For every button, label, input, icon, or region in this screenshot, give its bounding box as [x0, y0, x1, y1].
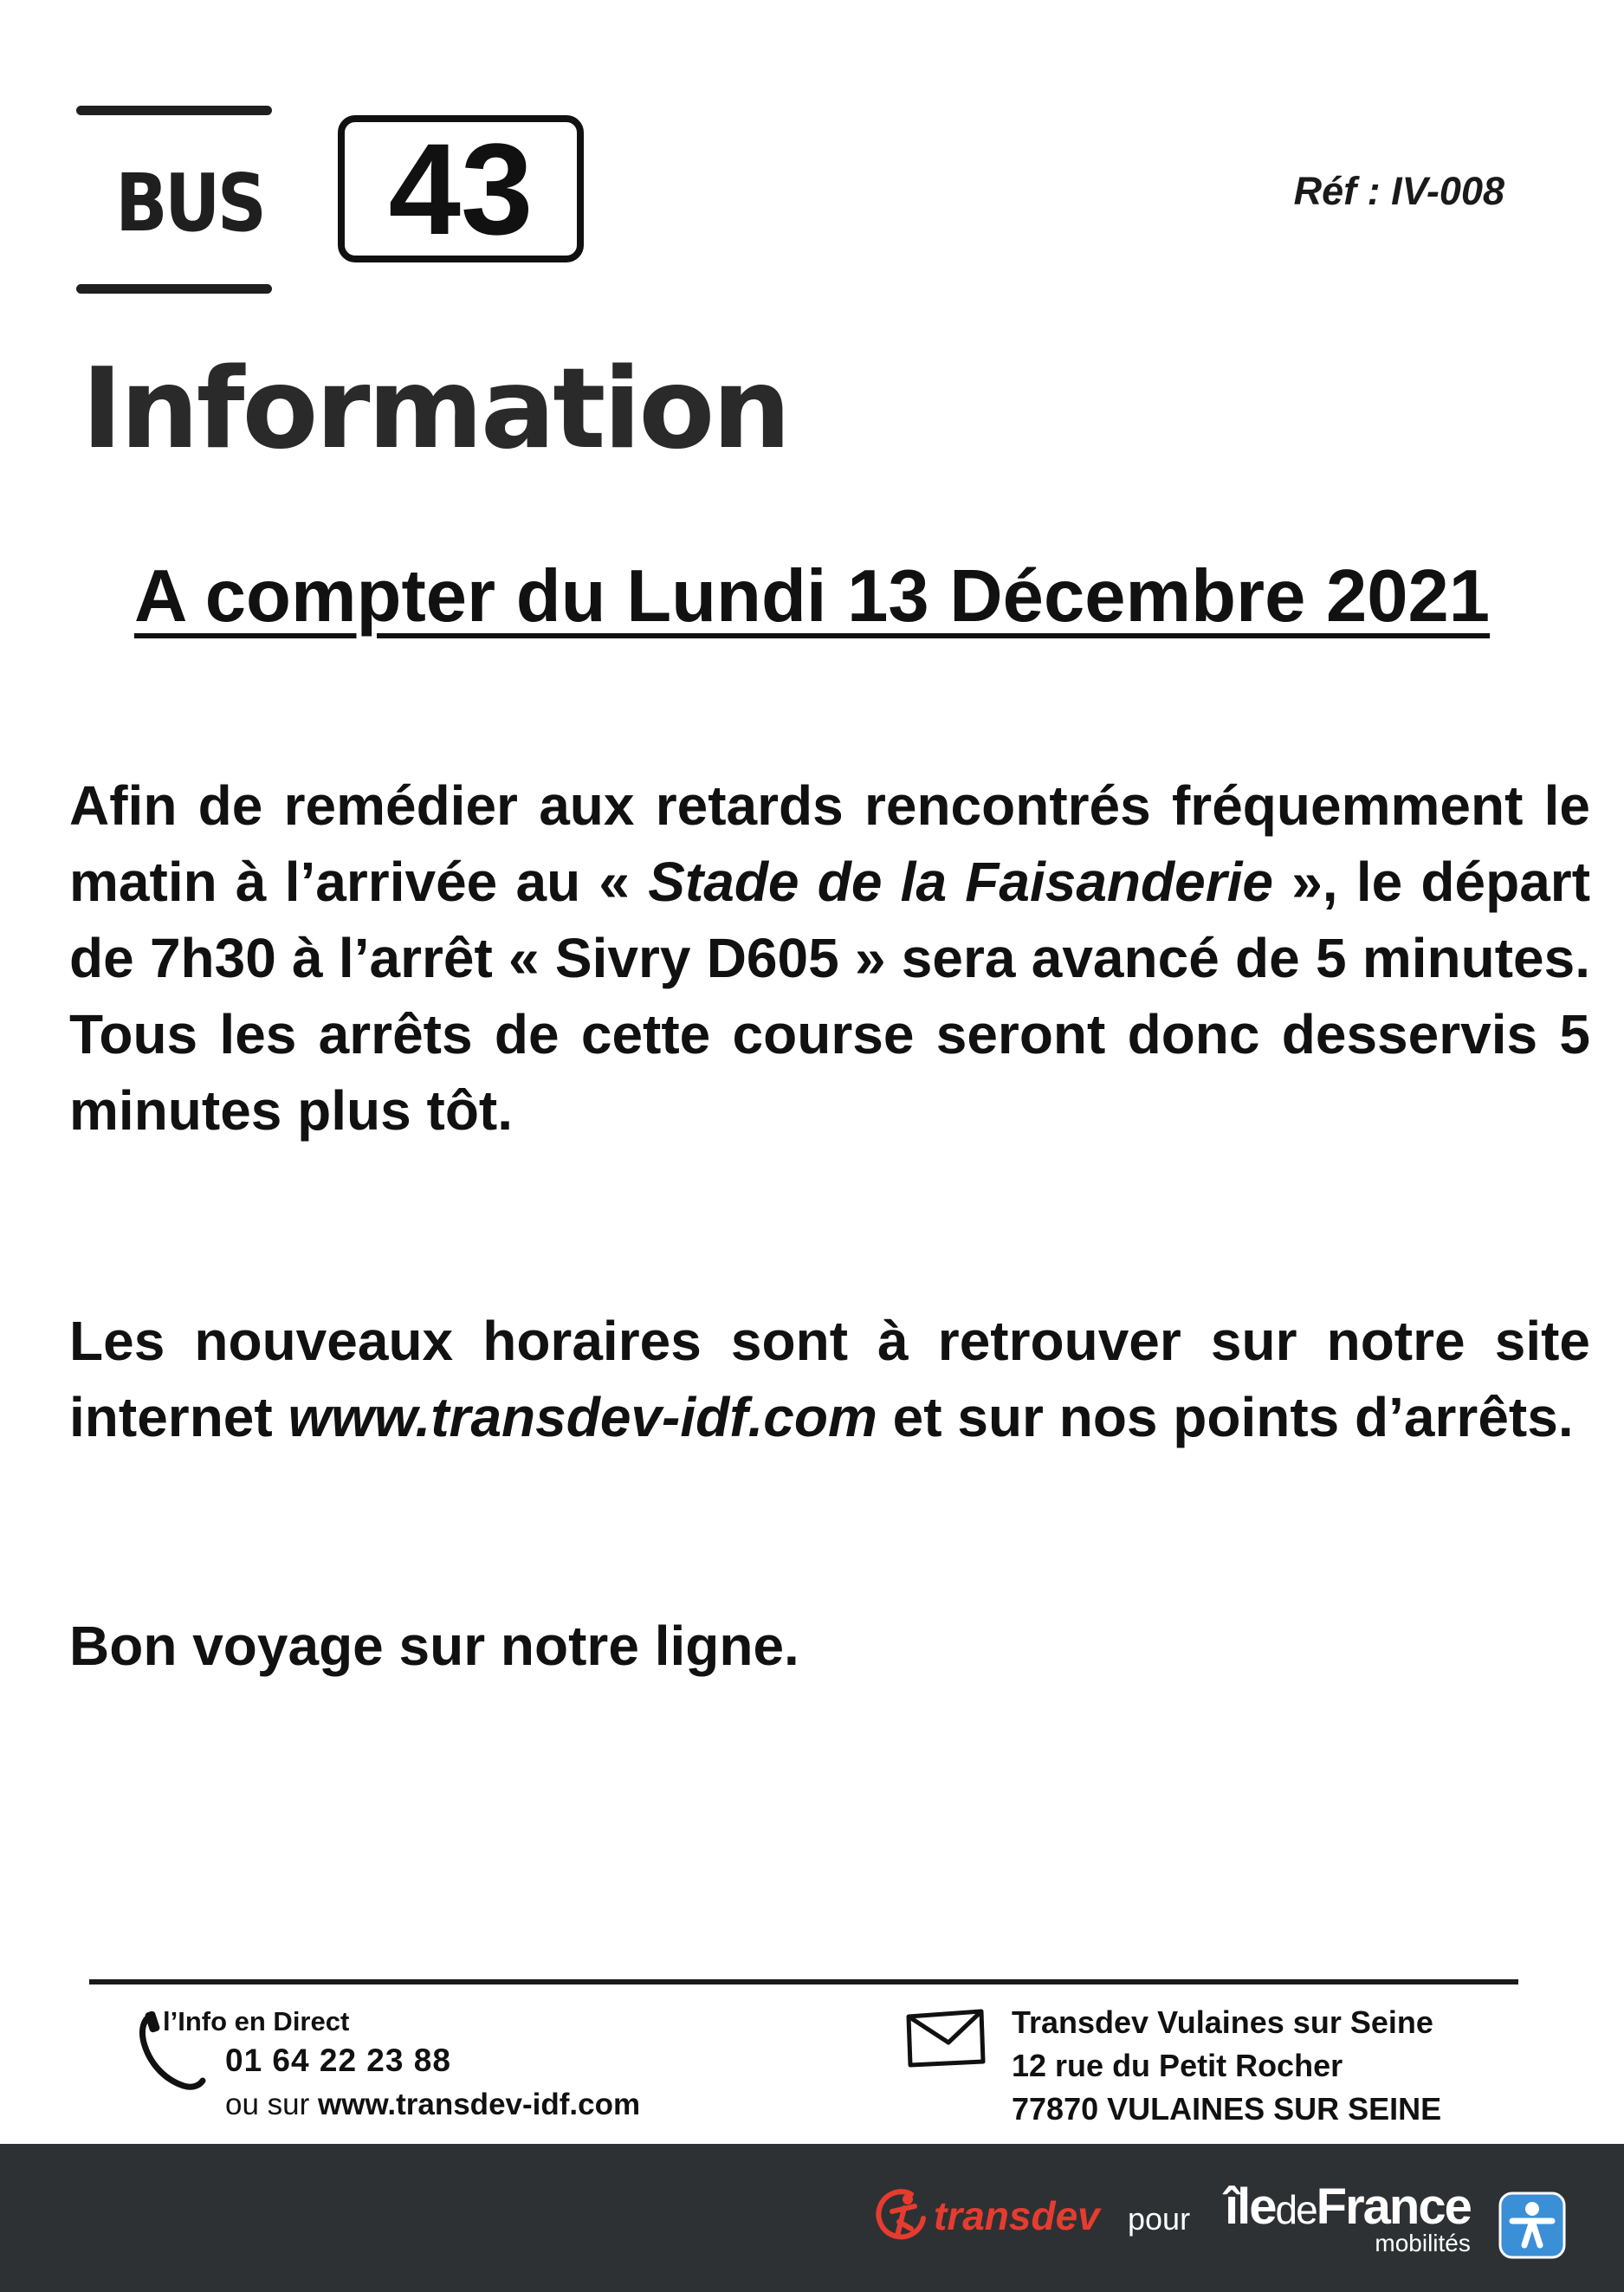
- effective-date-heading: A compter du Lundi 13 Décembre 2021: [133, 555, 1491, 638]
- paragraph-text: Afin de remédier aux retards rencontrés fréquemment le matin à l’arrivée au «: [69, 774, 1590, 913]
- line-number: 43: [388, 116, 534, 262]
- envelope-icon: [905, 2008, 987, 2069]
- phone-number[interactable]: 01 64 22 23 88: [225, 2043, 451, 2078]
- transdev-wordmark: transdev: [934, 2193, 1100, 2238]
- operator-address: [1012, 2001, 1441, 2131]
- idf-ile: île: [1225, 2179, 1276, 2235]
- footer-divider: [89, 1979, 1518, 1984]
- bus-mode-label: BUS: [115, 157, 264, 249]
- address-line-2: 12 rue du Petit Rocher: [1012, 2048, 1343, 2083]
- bus-logo-top-bar: [76, 106, 272, 115]
- footer-connector: pour: [1128, 2201, 1191, 2237]
- web-prefix: ou sur: [225, 2088, 318, 2121]
- notice-paragraph-schedules: [69, 1303, 1590, 1455]
- closing-message: Bon voyage sur notre ligne.: [69, 1615, 799, 1677]
- idf-wordmark: [1225, 2181, 1471, 2236]
- idf-france: France: [1316, 2179, 1471, 2235]
- contact-website-link[interactable]: www.transdev-idf.com: [318, 2088, 641, 2121]
- contact-web-line: [225, 2088, 640, 2122]
- transdev-logo-icon: [873, 2187, 930, 2244]
- stop-name: Stade de la Faisanderie: [648, 851, 1273, 913]
- idf-mobilites-icon: [1498, 2192, 1566, 2259]
- address-line-1: Transdev Vulaines sur Seine: [1012, 2004, 1433, 2040]
- paragraph-text: », le départ de 7h30 à l’arrêt « Sivry D605 » sera avancé de 5 minutes. Tous les arrêts de cette course seront donc desservis 5 minutes plus tôt.: [69, 851, 1591, 1142]
- paragraph-text: et sur nos points d’arrêts.: [877, 1386, 1574, 1448]
- contact-block: [139, 2006, 745, 2136]
- line-number-badge: [338, 115, 584, 262]
- idf-mobilites-logo: [1225, 2179, 1471, 2256]
- bus-logo: [76, 106, 274, 298]
- address-line-3: 77870 VULAINES SUR SEINE: [1012, 2091, 1442, 2127]
- info-direct-label: l’Info en Direct: [163, 2006, 350, 2036]
- bus-logo-bottom-bar: [76, 284, 272, 294]
- website-link[interactable]: www.transdev-idf.com: [288, 1386, 877, 1448]
- idf-de: de: [1275, 2187, 1317, 2232]
- page-title: Information: [81, 345, 789, 474]
- reference-code: Réf : IV-008: [1293, 169, 1504, 213]
- notice-paragraph-delay: [69, 767, 1590, 1149]
- transdev-logo: [873, 2187, 1100, 2244]
- paragraph-text: Les nouveaux horaires sont à retrouver sur notre site internet: [69, 1310, 1590, 1448]
- idf-mobilites-label: mobilités: [1375, 2230, 1471, 2256]
